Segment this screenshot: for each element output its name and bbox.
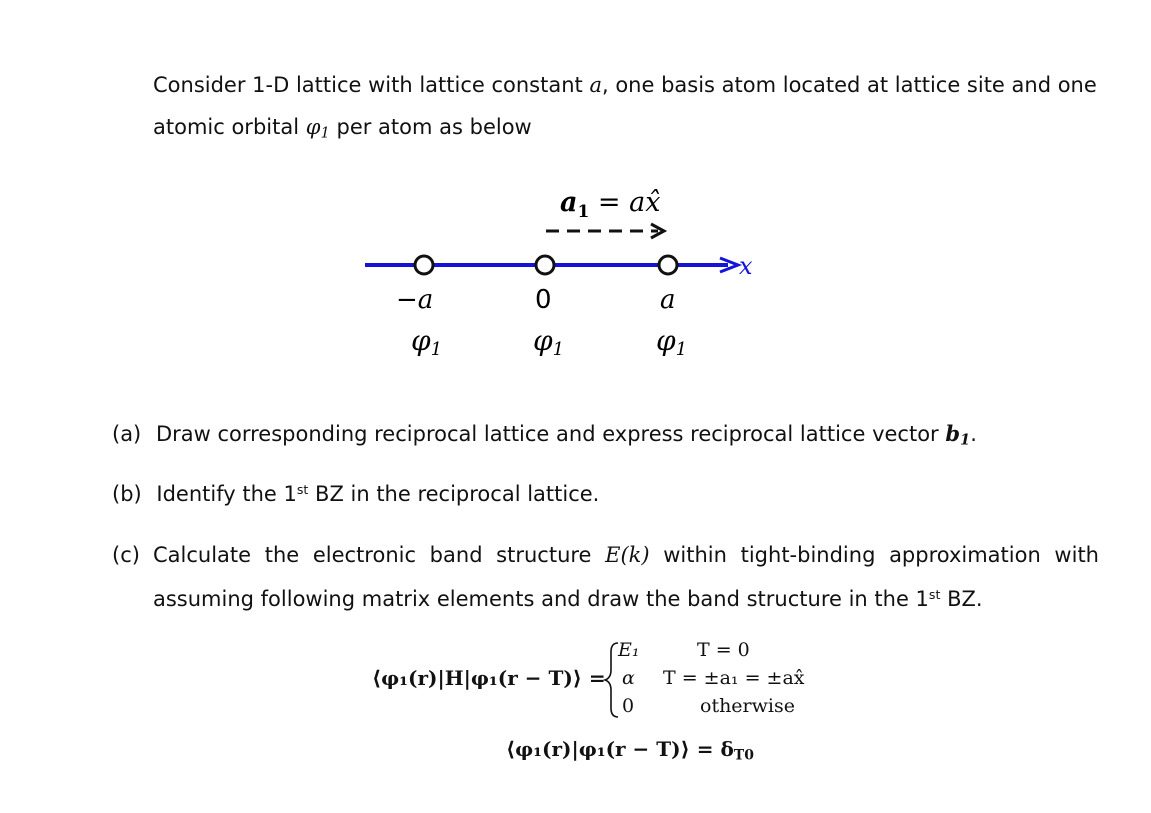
lattice-constant-symbol: a <box>589 73 602 97</box>
orbital-label-site-2: φ1 <box>533 324 565 360</box>
question-c-line-2: assuming following matrix elements and draw the band structure in the 1st BZ. <box>153 587 983 611</box>
question-c-label: (c) <box>112 543 140 567</box>
case-2-value: α <box>622 667 635 689</box>
position-label-minus-a: −a <box>396 285 434 315</box>
question-a-label: (a) <box>112 422 142 446</box>
question-b-label: (b) <box>112 482 142 506</box>
intro-text: Consider 1-D lattice with lattice constant <box>153 73 590 97</box>
case-1-value: E₁ <box>618 639 640 661</box>
lattice-diagram <box>0 0 1151 400</box>
atom-site-plus-a <box>659 256 677 274</box>
atom-site-minus-a <box>415 256 433 274</box>
orbital-symbol: $\varphi_1$ <box>305 115 330 142</box>
position-label-plus-a: a <box>660 285 676 315</box>
case-2-condition: T = ±a₁ = ±ax̂ <box>663 667 805 689</box>
band-energy-symbol: E(k) <box>605 543 650 567</box>
reciprocal-vector-symbol: $b_1$ <box>945 421 971 449</box>
orbital-label-site-1: φ1 <box>411 324 443 360</box>
question-a-text: Draw corresponding reciprocal lattice and express reciprocal lattice vector <box>155 422 946 446</box>
question-b-text: Identify the 1st BZ in the reciprocal lattice. <box>156 482 600 506</box>
orbital-label-site-3: φ1 <box>656 324 688 360</box>
question-c-line-1: Calculate the electronic band structure E(k) within tight-binding approximation with <box>153 543 1099 567</box>
lattice-vector-label: $a_1$ = ax̂ <box>560 187 661 222</box>
axis-label-x: x <box>739 252 753 280</box>
intro-text-rest: , one basis atom located at lattice site and one <box>601 73 1097 97</box>
case-3-value: 0 <box>622 695 635 717</box>
question-a: (a) Draw corresponding reciprocal lattice and express reciprocal lattice vector $b_1$. <box>112 421 977 449</box>
intro-text-2-rest: per atom as below <box>329 115 532 139</box>
case-3-condition: otherwise <box>700 695 795 717</box>
intro-text-2: atomic orbital <box>153 115 306 139</box>
overlap-equation: ⟨φ₁(r)|φ₁(r − T)⟩ = $\delta_{T0}$ <box>506 737 754 764</box>
hamiltonian-equation-lhs: ⟨φ₁(r)|H|φ₁(r − T)⟩ = <box>372 666 606 690</box>
question-b <box>112 482 599 506</box>
position-label-zero: 0 <box>535 285 552 315</box>
case-1-condition: T = 0 <box>697 639 750 661</box>
atom-site-zero <box>536 256 554 274</box>
